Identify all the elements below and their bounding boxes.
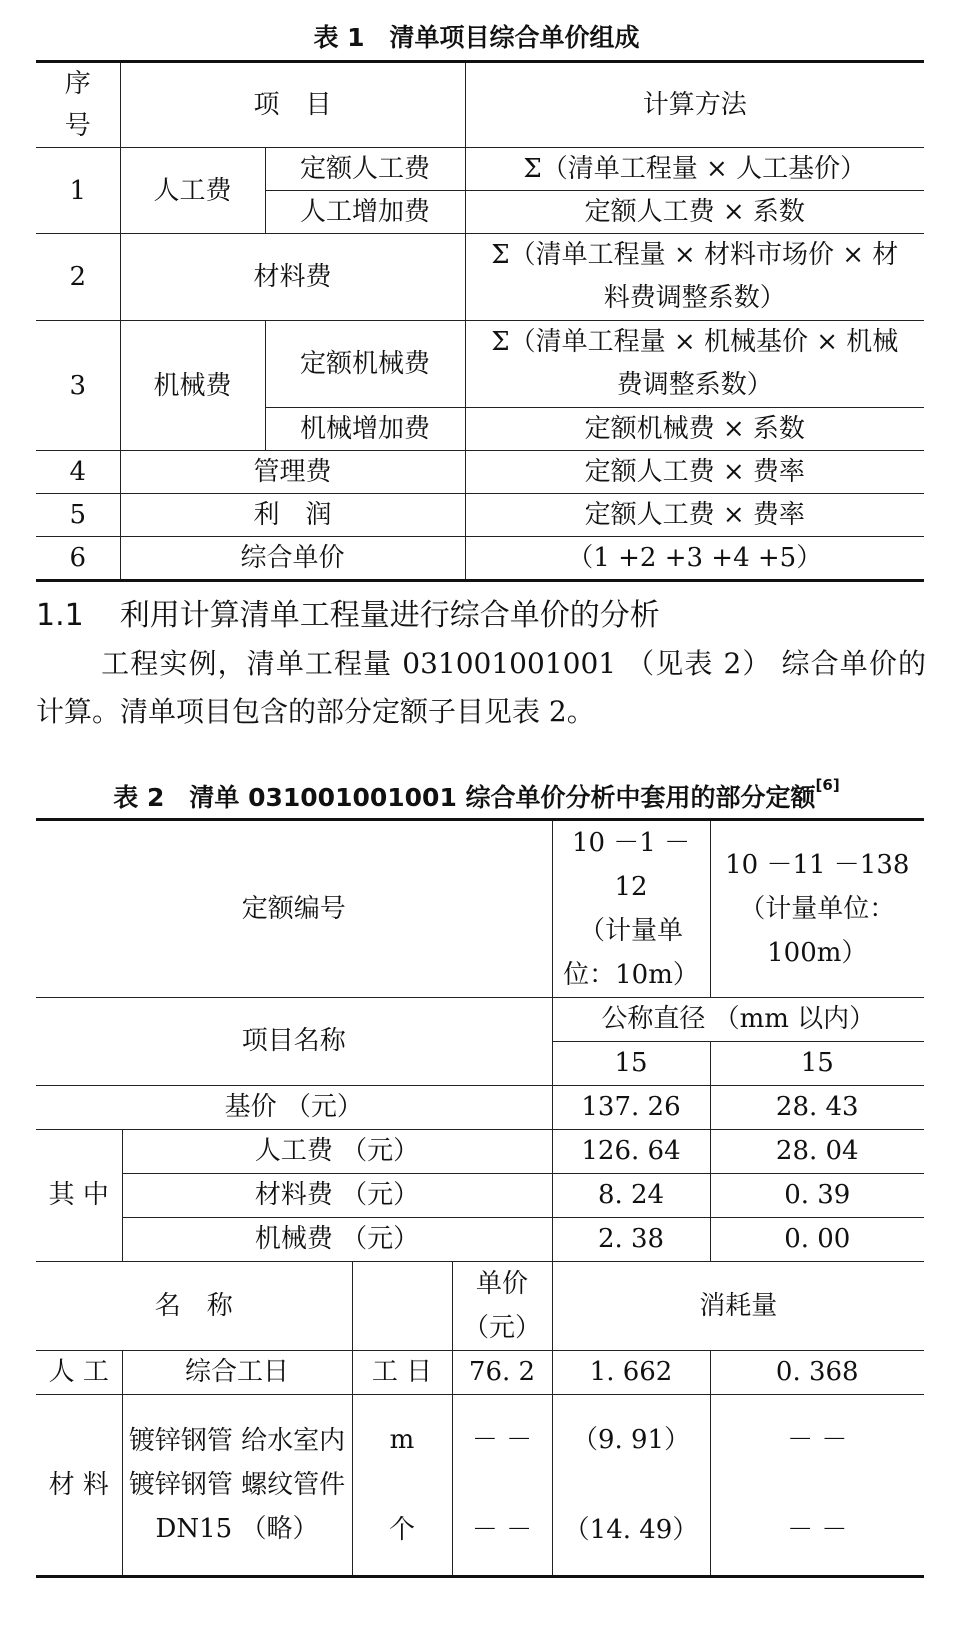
table-row [36,321,924,408]
labor-category: 人 工 [36,1351,122,1395]
unit-a: （计量单位：10m） [563,916,699,990]
table-row [36,820,924,998]
consumption-label: 消耗量 [552,1262,924,1351]
material-name: 镀锌钢管 给水室内镀锌钢管 螺纹管件 DN15 （略） [122,1395,352,1577]
material-unit-1: m [389,1425,415,1455]
labor-a: 126. 64 [552,1130,710,1174]
material-unit-2: 个 [388,1515,415,1545]
table-row [36,148,924,191]
machine-a: 2. 38 [552,1218,710,1262]
section-heading [36,590,660,634]
labor-consumption-b: 0. 368 [710,1351,924,1395]
table-row [36,494,924,537]
table-row [36,1130,924,1174]
section-title: 利用计算清单工程量进行综合单价的分析 [119,598,660,633]
material-a-2: （14. 49） [563,1515,699,1545]
cell-seq: 3 [36,321,120,451]
cell-method: 定额人工费 × 系数 [465,191,924,234]
citation-ref: [6] [815,776,840,794]
base-price-a: 137. 26 [552,1086,710,1130]
cell-seq: 2 [36,234,120,321]
quota-code-label: 定额编号 [36,820,552,998]
material-consumption-a [552,1395,710,1577]
cell-subitem: 机械增加费 [265,408,465,451]
name-label: 名 称 [36,1262,352,1351]
labor-price: 76. 2 [452,1351,552,1395]
labor-label: 人工费 （元） [122,1130,552,1174]
table-row [36,1351,924,1395]
table-row [36,234,924,321]
nominal-diameter-label: 公称直径 （mm 以内） [552,998,924,1042]
table-row [36,1262,924,1351]
cell-method: 定额人工费 × 费率 [465,451,924,494]
material-label: 材料费 （元） [122,1174,552,1218]
cell-method: 定额机械费 × 系数 [465,408,924,451]
header-item: 项 目 [120,62,465,148]
cell-item: 材料费 [120,234,465,321]
cell-subitem: 定额机械费 [265,321,465,408]
code-b: 10 －11 －138 [725,850,910,880]
table-row [36,537,924,581]
quota-code-a [552,820,710,998]
material-price-2: － － [471,1515,533,1545]
table-row [36,62,924,148]
machine-b: 0. 00 [710,1218,924,1262]
table-row [36,1395,924,1577]
cell-method: Σ（清单工程量 × 材料市场价 × 材料费调整系数） [465,234,924,321]
table1 [36,60,924,582]
material-b-1: － － [787,1425,848,1455]
material-a-1: （9. 91） [571,1425,691,1455]
table-row [36,998,924,1042]
material-b: 0. 39 [710,1174,924,1218]
among-label: 其 中 [36,1130,122,1262]
material-a: 8. 24 [552,1174,710,1218]
cell-method: （1 +2 +3 +4 +5） [465,537,924,581]
unit-b: （计量单位：100m） [739,894,896,968]
header-seq: 序 号 [36,62,120,148]
header-method: 计算方法 [465,62,924,148]
code-a: 10 －1 －12 [571,828,691,902]
base-price-b: 28. 43 [710,1086,924,1130]
table-row [36,451,924,494]
cell-method: Σ（清单工程量 × 机械基价 × 机械费调整系数） [465,321,924,408]
table2 [36,818,924,1578]
labor-unit: 工 日 [352,1351,452,1395]
quota-code-b [710,820,924,998]
labor-b: 28. 04 [710,1130,924,1174]
unit-price-label: 单价 （元） [452,1262,552,1351]
cell-item: 机械费 [120,321,265,451]
cell-item: 利 润 [120,494,465,537]
cell-method: 定额人工费 × 费率 [465,494,924,537]
material-price-1: － － [471,1425,533,1455]
material-units [352,1395,452,1577]
table2-caption-text: 表 2 清单 031001001001 综合单价分析中套用的部分定额 [113,783,816,812]
machine-label: 机械费 （元） [122,1218,552,1262]
body-paragraph [36,640,926,736]
cell-item: 人工费 [120,148,265,234]
paragraph-text: 工程实例，清单工程量 031001001001 （见表 2） 综合单价的计算。清单项目包含的部分定额子目见表 2。 [36,647,926,728]
labor-name: 综合工日 [122,1351,352,1395]
table1-caption: 表 1 清单项目综合单价组成 [313,23,640,52]
diameter-a: 15 [552,1042,710,1086]
item-name-label: 项目名称 [36,998,552,1086]
table-row [36,1174,924,1218]
table2-caption [0,778,953,814]
base-price-label: 基价 （元） [36,1086,552,1130]
cell-subitem: 人工增加费 [265,191,465,234]
material-prices [452,1395,552,1577]
unit-blank [352,1262,452,1351]
material-category: 材 料 [36,1395,122,1577]
cell-item: 管理费 [120,451,465,494]
table-row [36,1218,924,1262]
diameter-b: 15 [710,1042,924,1086]
table-row [36,1086,924,1130]
material-b-2: － － [787,1515,848,1545]
cell-method: Σ（清单工程量 × 人工基价） [465,148,924,191]
cell-seq: 4 [36,451,120,494]
material-consumption-b [710,1395,924,1577]
cell-seq: 1 [36,148,120,234]
cell-seq: 6 [36,537,120,581]
cell-seq: 5 [36,494,120,537]
labor-consumption-a: 1. 662 [552,1351,710,1395]
section-number: 1.1 [36,598,84,633]
cell-subitem: 定额人工费 [265,148,465,191]
cell-item: 综合单价 [120,537,465,581]
